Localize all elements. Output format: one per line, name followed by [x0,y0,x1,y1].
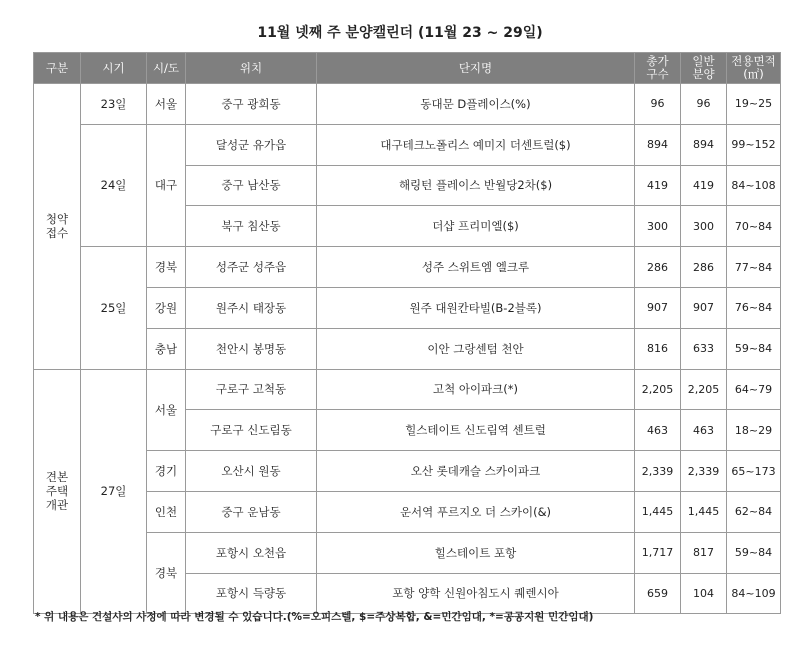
total-units-cell: 659 [635,573,681,614]
location-cell: 중구 운남동 [186,491,317,532]
complex-cell: 해링턴 플레이스 반월당2차($) [317,165,635,206]
general-sale-cell: 633 [681,328,727,369]
location-cell: 중구 남산동 [186,165,317,206]
location-cell: 중구 광희동 [186,84,317,125]
page-title: 11월 넷째 주 분양캘린더 (11월 23 ~ 29일) [257,25,543,41]
table-row [34,451,781,492]
table-row [34,328,781,369]
table-row [34,491,781,532]
table-row [34,532,781,573]
total-units-cell: 96 [635,84,681,125]
total-units-cell: 2,205 [635,369,681,410]
period-cell: 27일 [81,369,147,614]
total-units-cell: 463 [635,410,681,451]
general-sale-cell: 907 [681,287,727,328]
col-header-period: 시기 [81,53,147,84]
location-cell: 원주시 태장동 [186,287,317,328]
complex-cell: 힐스테이트 포항 [317,532,635,573]
general-sale-cell: 419 [681,165,727,206]
period-cell: 25일 [81,247,147,369]
area-cell: 18~29 [727,410,781,451]
total-units-cell: 300 [635,206,681,247]
area-cell: 59~84 [727,328,781,369]
general-sale-cell: 286 [681,247,727,288]
location-cell: 천안시 봉명동 [186,328,317,369]
complex-cell: 대구테크노폴리스 예미지 더센트럴($) [317,124,635,165]
region-cell: 서울 [147,369,186,451]
region-cell: 인천 [147,491,186,532]
total-units-cell: 894 [635,124,681,165]
period-cell: 23일 [81,84,147,125]
general-sale-cell: 1,445 [681,491,727,532]
general-sale-cell: 2,339 [681,451,727,492]
header-row [34,53,781,84]
table-row [34,247,781,288]
area-cell: 99~152 [727,124,781,165]
location-cell: 구로구 고척동 [186,369,317,410]
area-cell: 77~84 [727,247,781,288]
col-header-area: 전용면적 (㎡) [727,53,781,84]
col-header-total-units: 총가 구수 [635,53,681,84]
total-units-cell: 419 [635,165,681,206]
total-units-cell: 1,445 [635,491,681,532]
area-cell: 70~84 [727,206,781,247]
sales-calendar-table [33,52,781,614]
group-subscription: 청약 접수 [34,84,81,370]
complex-cell: 더샵 프리미엘($) [317,206,635,247]
area-cell: 65~173 [727,451,781,492]
col-header-complex: 단지명 [317,53,635,84]
region-cell: 강원 [147,287,186,328]
area-cell: 64~79 [727,369,781,410]
complex-cell: 포항 양학 신원아침도시 퀘렌시아 [317,573,635,614]
location-cell: 포항시 오천읍 [186,532,317,573]
col-header-category: 구분 [34,53,81,84]
total-units-cell: 816 [635,328,681,369]
footnote: * 위 내용은 건설사의 사정에 따라 변경될 수 있습니다.(%=오피스텔, $=주상복합, &=민간임대, *=공공지원 민간임대) [35,611,594,623]
general-sale-cell: 817 [681,532,727,573]
complex-cell: 동대문 D플레이스(%) [317,84,635,125]
general-sale-cell: 104 [681,573,727,614]
area-cell: 84~108 [727,165,781,206]
table-row [34,369,781,410]
location-cell: 오산시 원동 [186,451,317,492]
total-units-cell: 1,717 [635,532,681,573]
region-cell: 경기 [147,451,186,492]
total-units-cell: 2,339 [635,451,681,492]
complex-cell: 이안 그랑센텀 천안 [317,328,635,369]
area-cell: 84~109 [727,573,781,614]
region-cell: 경북 [147,247,186,288]
area-cell: 19~25 [727,84,781,125]
complex-cell: 운서역 푸르지오 더 스카이(&) [317,491,635,532]
complex-cell: 힐스테이트 신도림역 센트럴 [317,410,635,451]
table-row [34,84,781,125]
total-units-cell: 907 [635,287,681,328]
area-cell: 59~84 [727,532,781,573]
col-header-region: 시/도 [147,53,186,84]
general-sale-cell: 2,205 [681,369,727,410]
location-cell: 포항시 득량동 [186,573,317,614]
region-cell: 경북 [147,532,186,614]
total-units-cell: 286 [635,247,681,288]
complex-cell: 오산 롯데캐슬 스카이파크 [317,451,635,492]
region-cell: 대구 [147,124,186,246]
location-cell: 북구 침산동 [186,206,317,247]
general-sale-cell: 300 [681,206,727,247]
complex-cell: 성주 스위트엠 엘크루 [317,247,635,288]
general-sale-cell: 894 [681,124,727,165]
region-cell: 충남 [147,328,186,369]
complex-cell: 고척 아이파크(*) [317,369,635,410]
area-cell: 76~84 [727,287,781,328]
col-header-location: 위치 [186,53,317,84]
complex-cell: 원주 대원칸타빌(B-2블록) [317,287,635,328]
area-cell: 62~84 [727,491,781,532]
col-header-general-sale: 일반 분양 [681,53,727,84]
general-sale-cell: 96 [681,84,727,125]
general-sale-cell: 463 [681,410,727,451]
location-cell: 달성군 유가읍 [186,124,317,165]
period-cell: 24일 [81,124,147,246]
location-cell: 구로구 신도림동 [186,410,317,451]
location-cell: 성주군 성주읍 [186,247,317,288]
table-row [34,287,781,328]
group-model-house: 견본 주택 개관 [34,369,81,614]
table-row [34,124,781,165]
region-cell: 서울 [147,84,186,125]
